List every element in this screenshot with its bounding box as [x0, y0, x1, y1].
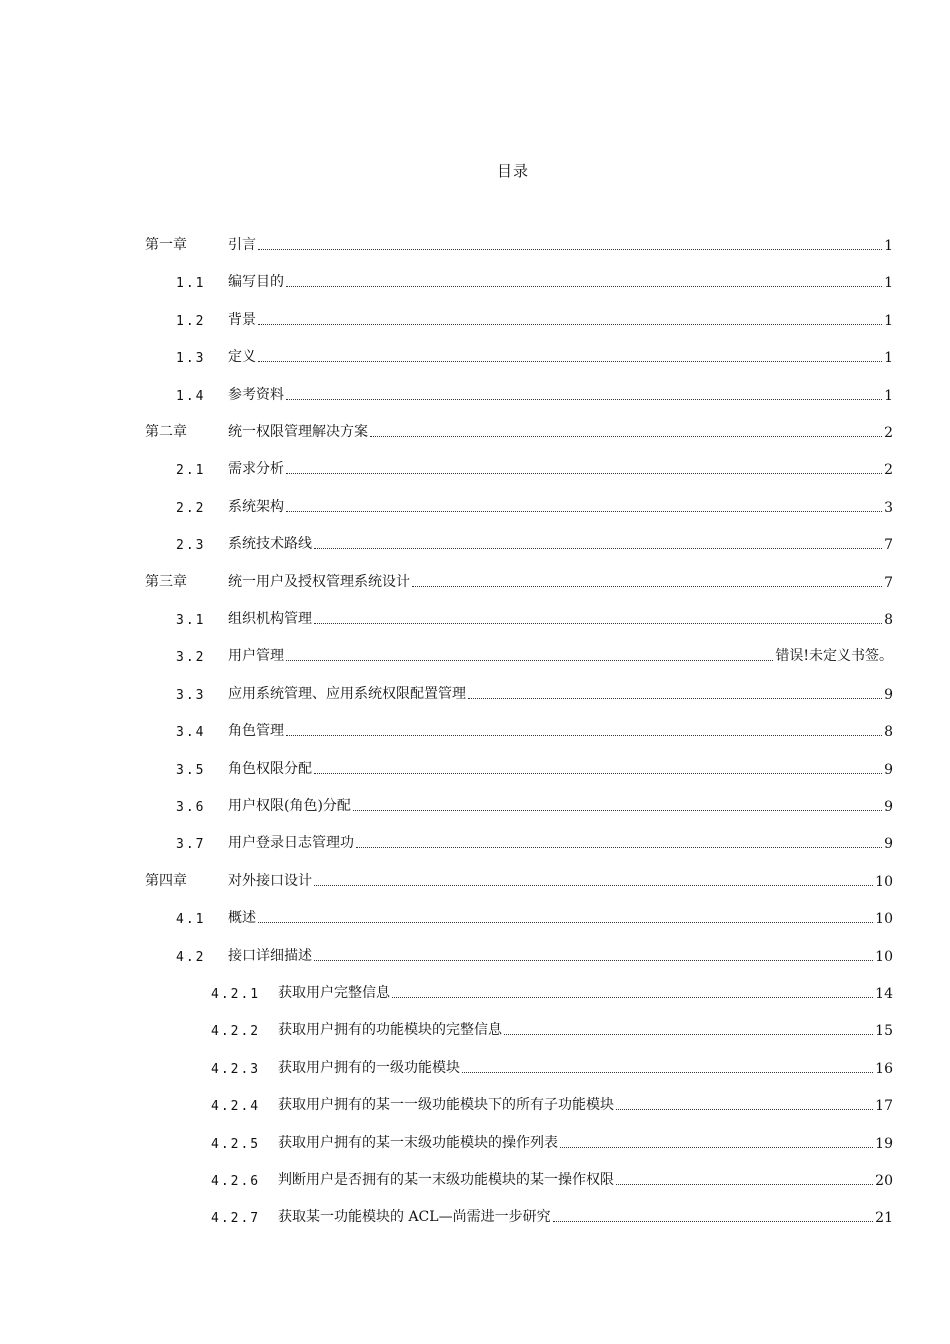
toc-entry[interactable]	[0, 1130, 893, 1154]
toc-entry-body	[228, 496, 893, 516]
toc-dot-leader	[258, 249, 882, 250]
toc-entry-page: 1	[884, 312, 893, 329]
toc-entry-title: 获取用户拥有的功能模块的完整信息	[278, 1022, 502, 1039]
toc-entry-title: 参考资料	[228, 386, 284, 403]
toc-entry-number: 2.1	[176, 463, 206, 479]
toc-entry[interactable]	[0, 643, 893, 667]
toc-entry-title: 获取用户完整信息	[278, 985, 390, 1001]
toc-entry[interactable]	[0, 606, 893, 630]
toc-entry-number: 第四章	[145, 872, 187, 889]
toc-entry-title: 获取用户拥有的某一末级功能模块的操作列表	[278, 1134, 558, 1151]
toc-entry[interactable]	[0, 1055, 893, 1079]
toc-entry[interactable]	[0, 344, 893, 368]
toc-dot-leader	[286, 660, 773, 661]
toc-dot-leader	[616, 1184, 873, 1185]
toc-entry-title: 获取某一功能模块的 ACL—尚需进一步研究	[278, 1209, 551, 1226]
toc-entry-number: 1.4	[176, 388, 206, 404]
toc-entry-title: 用户权限(角色)分配	[228, 798, 351, 814]
toc-entry-body	[278, 982, 893, 1002]
toc-entry-body	[278, 1094, 893, 1114]
toc-entry-page: 8	[884, 612, 893, 628]
toc-entry-number: 4.2.1	[211, 987, 261, 1002]
toc-entry-title: 引言	[228, 237, 256, 253]
toc-entry[interactable]	[0, 793, 893, 817]
toc-dot-leader	[286, 735, 882, 736]
toc-entry-page: 2	[884, 425, 893, 441]
toc-entry[interactable]	[0, 232, 893, 256]
toc-dot-leader	[314, 885, 873, 886]
toc-entry-number: 第二章	[145, 424, 187, 440]
toc-dot-leader	[314, 548, 882, 549]
toc-entry-number: 1.2	[176, 313, 206, 329]
toc-entry-page: 1	[884, 350, 893, 367]
toc-entry[interactable]	[0, 531, 893, 555]
toc-entry-body	[228, 608, 893, 628]
toc-dot-leader	[258, 922, 873, 923]
toc-dot-leader	[258, 361, 882, 362]
toc-entry[interactable]	[0, 756, 893, 780]
toc-entry-body	[278, 1132, 893, 1152]
toc-entry-body	[228, 683, 893, 703]
toc-entry-number: 4.2.5	[211, 1136, 261, 1152]
toc-entry-page: 1	[884, 238, 893, 254]
toc-dot-leader	[258, 324, 882, 325]
toc-entry-page: 9	[884, 799, 893, 815]
toc-entry-title: 应用系统管理、应用系统权限配置管理	[228, 685, 466, 702]
toc-entry-number: 3.2	[176, 650, 206, 666]
toc-entry[interactable]	[0, 980, 893, 1004]
toc-entry-number: 4.1	[176, 912, 206, 928]
toc-entry-body	[228, 533, 893, 553]
toc-entry[interactable]	[0, 419, 893, 443]
toc-entry-page: 10	[875, 948, 893, 965]
toc-entry[interactable]	[0, 681, 893, 705]
toc-entry-title: 统一用户及授权管理系统设计	[228, 573, 410, 590]
toc-entry-page: 21	[875, 1210, 893, 1227]
toc-entry-number: 4.2.7	[211, 1211, 261, 1227]
toc-entry-title: 系统架构	[228, 498, 284, 515]
toc-entry-page: 19	[875, 1135, 893, 1152]
toc-entry[interactable]	[0, 943, 893, 967]
toc-entry-body	[228, 234, 893, 254]
toc-dot-leader	[286, 286, 882, 287]
toc-entry-title: 判断用户是否拥有的某一末级功能模块的某一操作权限	[278, 1172, 614, 1188]
toc-entry-page: 9	[884, 761, 893, 778]
toc-entry[interactable]	[0, 718, 893, 742]
toc-dot-leader	[560, 1147, 873, 1148]
toc-entry-body	[278, 1057, 893, 1077]
toc-entry-page: 9	[884, 836, 893, 853]
toc-entry-page: 17	[875, 1098, 893, 1115]
toc-entry-body	[228, 271, 893, 291]
toc-entry-page: 10	[875, 873, 893, 890]
toc-entry-page: 15	[875, 1023, 893, 1040]
toc-entry-number: 4.2.6	[211, 1174, 261, 1189]
toc-dot-leader	[553, 1221, 874, 1222]
toc-entry-body	[228, 571, 893, 591]
toc-entry-title: 定义	[228, 349, 256, 366]
toc-entry-number: 1.1	[176, 276, 206, 292]
toc-entry-number: 4.2	[176, 949, 206, 965]
toc-entry-title: 组织机构管理	[228, 611, 312, 627]
toc-dot-leader	[314, 773, 882, 774]
toc-entry-page: 8	[884, 724, 893, 741]
toc-entry-page: 16	[875, 1060, 893, 1077]
toc-entry-page: 3	[884, 499, 893, 516]
toc-entry[interactable]	[0, 569, 893, 593]
toc-entry-body	[228, 870, 893, 890]
page-title: 目录	[496, 162, 529, 180]
toc-entry[interactable]	[0, 868, 893, 892]
toc-entry-body	[228, 832, 893, 852]
toc-entry[interactable]	[0, 830, 893, 854]
toc-entry-page: 14	[875, 986, 893, 1002]
toc-entry-body	[228, 758, 893, 778]
toc-dot-leader	[616, 1109, 873, 1110]
toc-entry-number: 3.7	[176, 837, 206, 853]
toc-entry[interactable]	[0, 307, 893, 331]
toc-entry-page: 1	[884, 387, 893, 404]
toc-entry-title: 接口详细描述	[228, 947, 312, 964]
toc-entry-page: 2	[884, 462, 893, 479]
toc-entry[interactable]	[0, 382, 893, 406]
toc-dot-leader	[314, 623, 882, 624]
toc-entry-title: 获取用户拥有的某一一级功能模块下的所有子功能模块	[278, 1097, 614, 1114]
toc-entry[interactable]	[0, 1017, 893, 1041]
toc-entry-body	[228, 945, 893, 965]
toc-entry-number: 4.2.2	[211, 1024, 261, 1040]
toc-entry-number: 1.3	[176, 351, 206, 367]
toc-entry-number: 3.6	[176, 800, 206, 815]
toc-entry-body	[228, 907, 893, 927]
toc-entry-number: 第一章	[145, 237, 187, 253]
toc-entry-number: 3.5	[176, 762, 206, 778]
toc-dot-leader	[286, 399, 882, 400]
toc-dot-leader	[370, 436, 882, 437]
toc-entry-body	[228, 458, 893, 478]
toc-entry-body	[278, 1169, 893, 1189]
toc-entry-number: 3.3	[176, 687, 206, 703]
toc-entry-title: 获取用户拥有的一级功能模块	[278, 1059, 460, 1076]
toc-entry-body	[228, 384, 893, 404]
toc-entry-number: 3.1	[176, 613, 206, 628]
toc-dot-leader	[356, 847, 882, 848]
toc-entry-title: 编写目的	[228, 274, 284, 291]
toc-entry-page: 错误!未定义书签。	[775, 648, 893, 665]
toc-entry-body	[228, 795, 893, 815]
toc-dot-leader	[468, 698, 882, 699]
toc-entry-title: 系统技术路线	[228, 536, 312, 553]
toc-entry-title: 需求分析	[228, 461, 284, 478]
toc-entry-title: 背景	[228, 311, 256, 328]
toc-entry-page: 10	[875, 911, 893, 928]
toc-entry-title: 概述	[228, 910, 256, 927]
toc-entry-body	[228, 309, 893, 329]
toc-entry-number: 4.2.3	[211, 1061, 261, 1077]
toc-entry-page: 9	[884, 686, 893, 703]
toc-entry-body	[228, 421, 893, 441]
toc-entry[interactable]	[0, 1167, 893, 1191]
toc-dot-leader	[462, 1072, 873, 1073]
toc-entry[interactable]	[0, 269, 893, 293]
toc-entry-number: 2.3	[176, 538, 206, 554]
toc-dot-leader	[504, 1034, 873, 1035]
toc-entry[interactable]	[0, 1092, 893, 1116]
toc-entry-body	[278, 1206, 893, 1226]
toc-entry-number: 4.2.4	[211, 1099, 261, 1115]
toc-dot-leader	[392, 997, 873, 998]
toc-dot-leader	[286, 473, 882, 474]
toc-entry-number: 3.4	[176, 725, 206, 741]
toc-entry-body	[228, 645, 893, 665]
toc-entry-title: 角色管理	[228, 723, 284, 740]
toc-dot-leader	[353, 810, 882, 811]
toc-entry-body	[278, 1019, 893, 1039]
toc-dot-leader	[286, 511, 882, 512]
toc-entry-title: 对外接口设计	[228, 872, 312, 889]
toc-entry[interactable]	[0, 494, 893, 518]
toc-entry-page: 7	[884, 537, 893, 554]
toc-entry-title: 用户登录日志管理功	[228, 835, 354, 852]
toc-entry-title: 用户管理	[228, 648, 284, 665]
toc-entry-body	[228, 346, 893, 366]
toc-entry[interactable]	[0, 905, 893, 929]
toc-entry[interactable]	[0, 1204, 893, 1228]
toc-entry-number: 第三章	[145, 573, 187, 590]
toc-entry-page: 1	[884, 275, 893, 292]
toc-entry-number: 2.2	[176, 500, 206, 516]
toc-entry-page: 20	[875, 1173, 893, 1189]
toc-entry-body	[228, 720, 893, 740]
toc-dot-leader	[314, 960, 873, 961]
toc-entry-page: 7	[884, 574, 893, 591]
toc-dot-leader	[412, 586, 882, 587]
toc-entry-title: 统一权限管理解决方案	[228, 424, 368, 440]
toc-entry[interactable]	[0, 456, 893, 480]
toc-entry-title: 角色权限分配	[228, 760, 312, 777]
